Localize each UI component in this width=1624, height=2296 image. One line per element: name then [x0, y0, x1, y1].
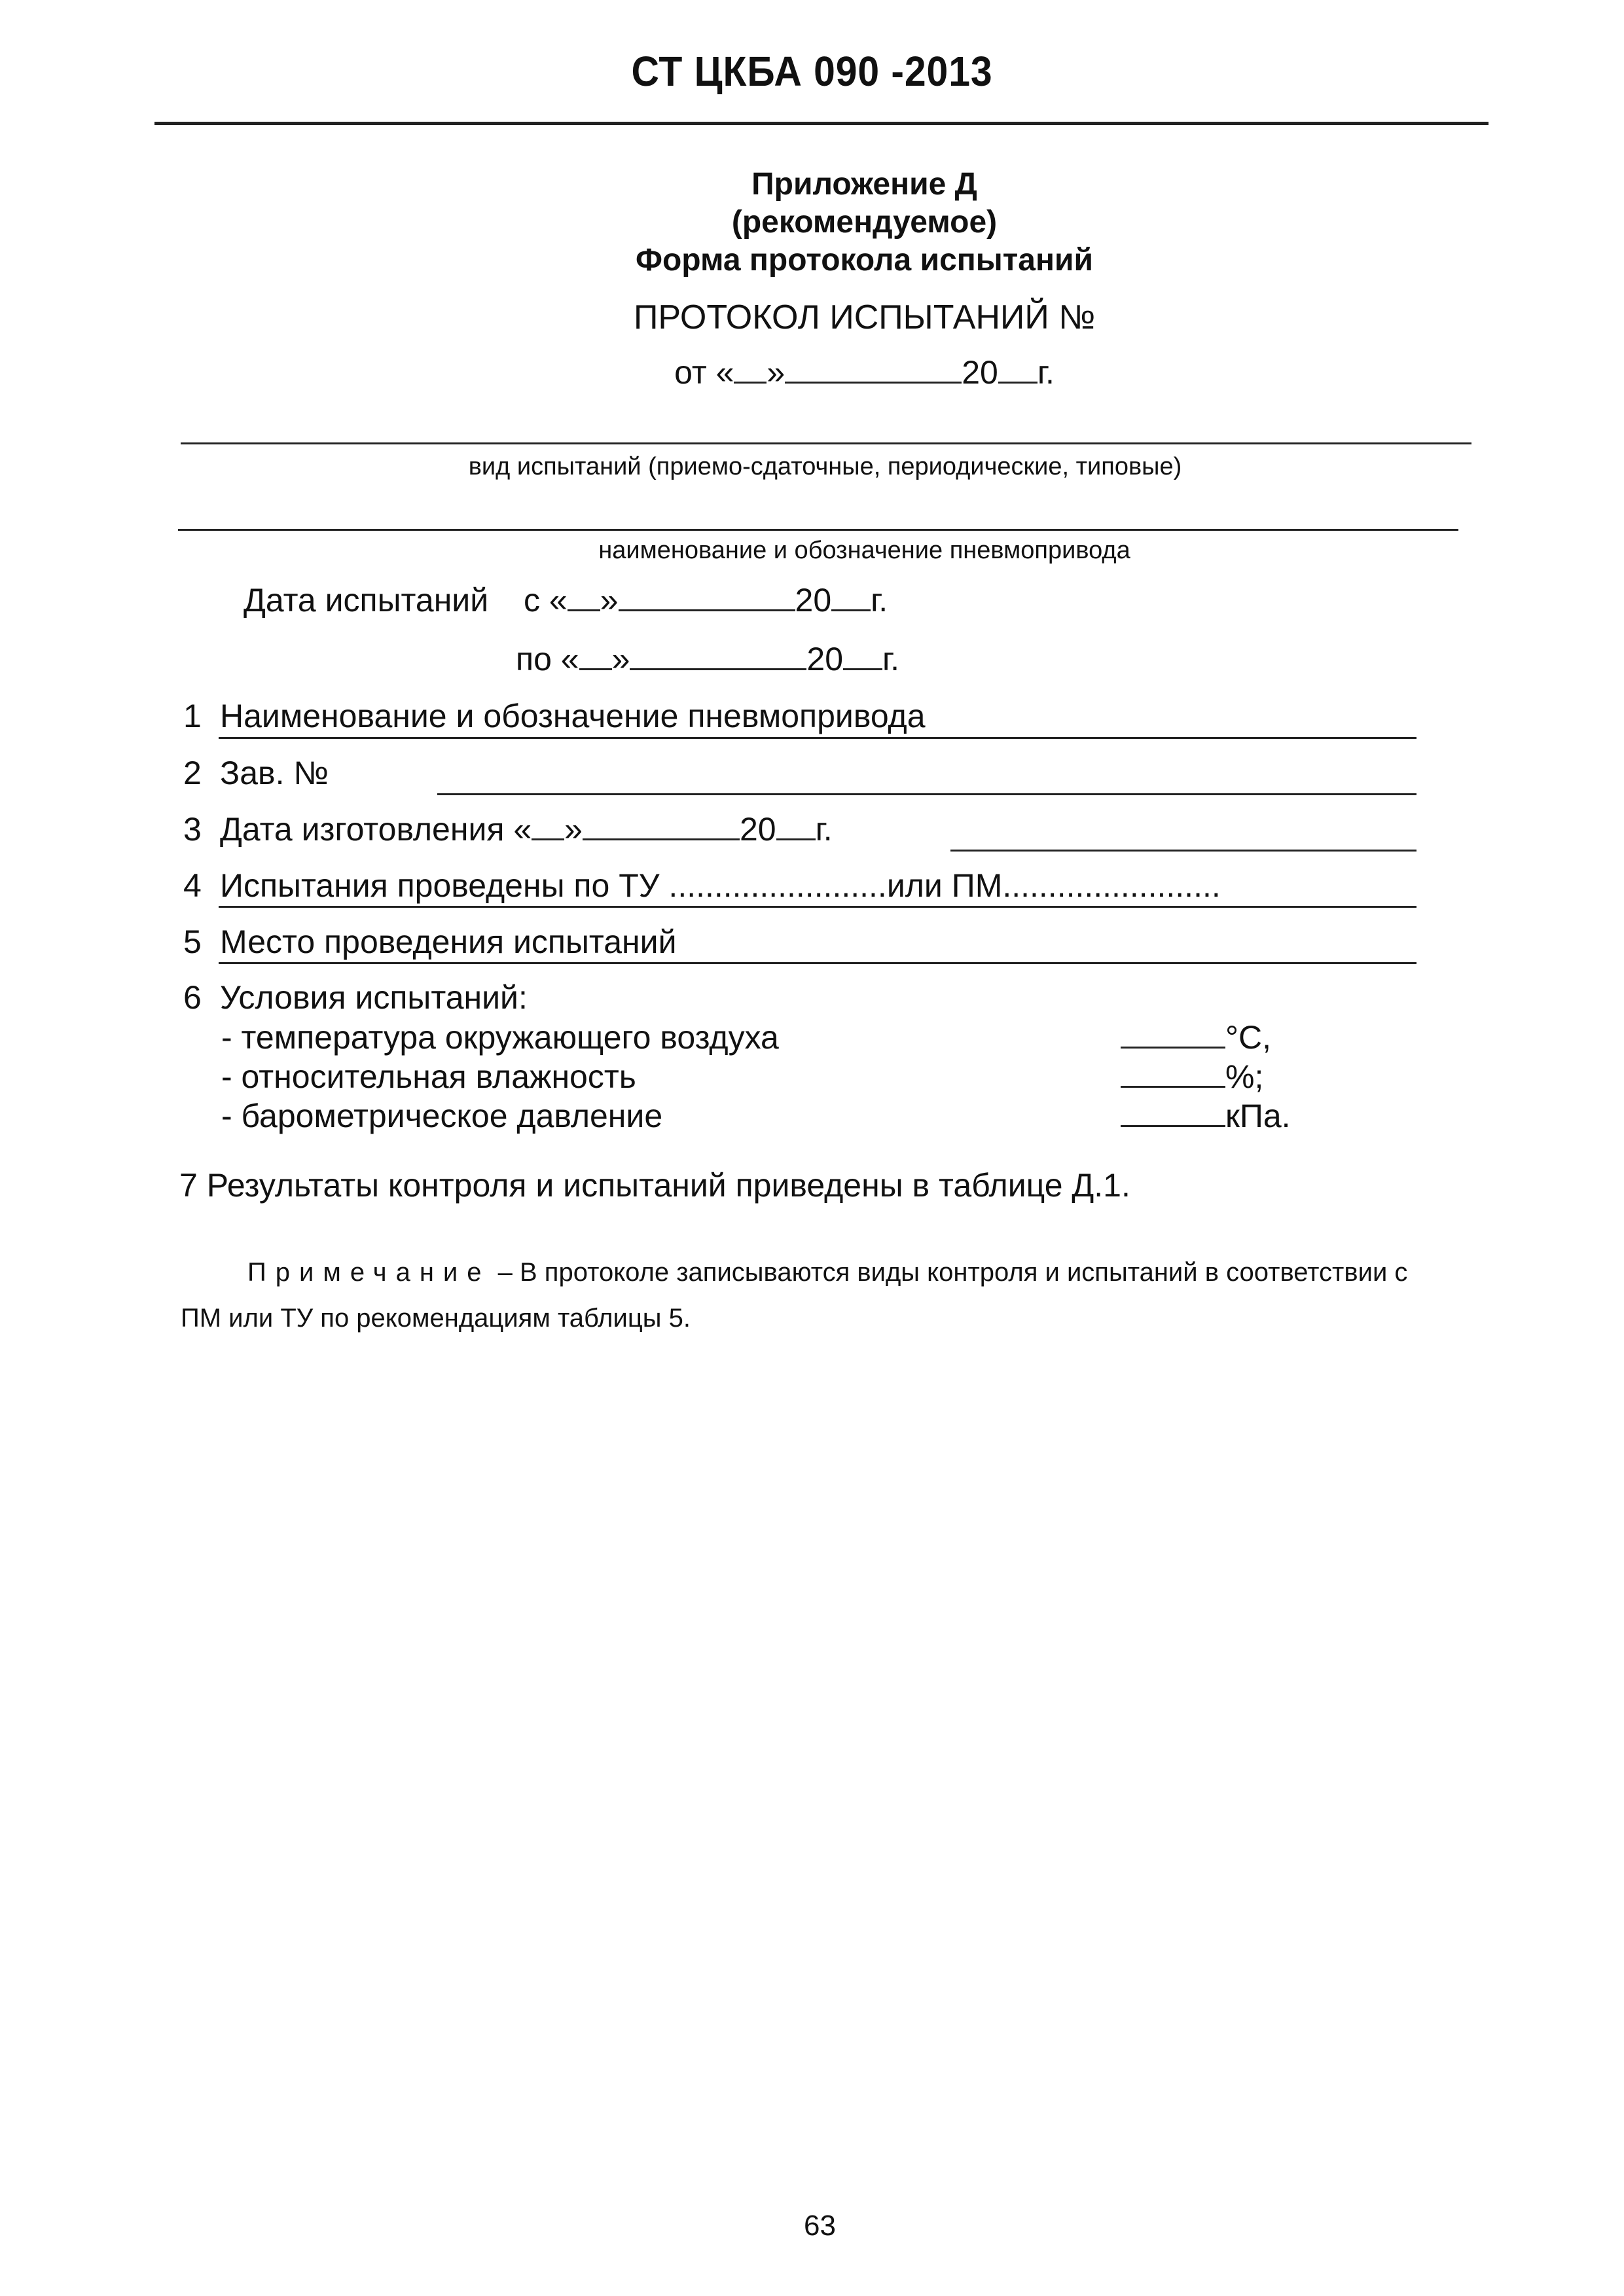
test-type-field[interactable]: [181, 442, 1471, 444]
manufacture-suffix: г.: [815, 811, 833, 848]
item-2-label: Зав. №: [220, 755, 329, 791]
from-suffix: г.: [871, 582, 888, 619]
from-day-field[interactable]: [568, 583, 600, 611]
item-4-label: [220, 867, 1221, 905]
note-label: Примечание: [247, 1258, 491, 1287]
note-dash: –: [490, 1258, 520, 1287]
spec-pm-label: или ПМ: [886, 867, 1003, 904]
actuator-name-caption: наименование и обозначение пневмопривода: [598, 537, 1130, 564]
temperature-value: [1121, 1018, 1271, 1056]
item-6-number: 6: [183, 979, 202, 1016]
temperature-field[interactable]: [1121, 1020, 1225, 1049]
to-month-field[interactable]: [630, 642, 806, 670]
from-month-field[interactable]: [619, 583, 795, 611]
item-1-label: Наименование и обозначение пневмопривода: [220, 698, 926, 734]
item-2-number: 2: [183, 755, 202, 791]
condition-pressure: - барометрическое давление: [221, 1098, 663, 1134]
date-mid: »: [767, 354, 785, 391]
to-suffix: г.: [882, 641, 900, 677]
manufacture-day-field[interactable]: [532, 812, 564, 840]
from-year: 20: [795, 582, 832, 619]
to-year-field[interactable]: [843, 642, 882, 670]
from-prefix: с «: [524, 582, 568, 619]
date-prefix: от «: [674, 354, 734, 391]
date-year: 20: [962, 354, 998, 391]
test-date-from: [524, 581, 888, 619]
temperature-unit: °С,: [1225, 1019, 1271, 1056]
date-suffix: г.: [1037, 354, 1055, 391]
item-5-field[interactable]: [219, 962, 1416, 964]
humidity-unit: %;: [1225, 1058, 1264, 1095]
condition-temperature: - температура окружающего воздуха: [221, 1019, 779, 1056]
note-line-1: [247, 1249, 1407, 1296]
to-prefix: по «: [516, 641, 579, 677]
note-line-2: ПМ или ТУ по рекомендациям таблицы 5.: [181, 1304, 691, 1333]
pressure-value: [1121, 1097, 1291, 1135]
test-type-caption: вид испытаний (приемо-сдаточные, периодические, типовые): [468, 453, 1182, 480]
item-2-field[interactable]: [437, 793, 1416, 795]
item-5-label: Место проведения испытаний: [220, 924, 677, 960]
item-4-number: 4: [183, 867, 202, 904]
appendix-title: Приложение Д: [751, 167, 977, 202]
to-day-field[interactable]: [579, 642, 612, 670]
item-6-label: Условия испытаний:: [220, 979, 528, 1016]
appendix-subtitle: Форма протокола испытаний: [636, 243, 1093, 278]
item-7-text: 7 Результаты контроля и испытаний приведены в таблице Д.1.: [179, 1167, 1130, 1204]
appendix-status: (рекомендуемое): [731, 205, 998, 240]
to-year: 20: [806, 641, 844, 677]
item-4-underline: [219, 906, 1416, 908]
manufacture-month-field[interactable]: [583, 812, 740, 840]
condition-humidity: - относительная влажность: [221, 1058, 636, 1095]
pressure-field[interactable]: [1121, 1099, 1225, 1127]
manufacture-year: 20: [739, 811, 776, 848]
day-field[interactable]: [734, 355, 767, 384]
item-3-label: [220, 810, 833, 848]
from-quote: »: [600, 582, 619, 619]
document-code: СТ ЦКБА 090 -2013: [631, 48, 993, 95]
protocol-date: [52, 353, 1624, 391]
to-quote: »: [611, 641, 630, 677]
manufacture-year-field[interactable]: [776, 812, 816, 840]
header-divider: [154, 122, 1489, 125]
year-field[interactable]: [998, 355, 1038, 384]
protocol-title: ПРОТОКОЛ ИСПЫТАНИЙ №: [634, 298, 1095, 336]
page-number: 63: [804, 2210, 836, 2242]
month-field[interactable]: [785, 355, 962, 384]
from-year-field[interactable]: [831, 583, 871, 611]
spec-tu-label: Испытания проведены по ТУ: [220, 867, 660, 904]
humidity-field[interactable]: [1121, 1060, 1225, 1088]
item-3-extra-field[interactable]: [950, 850, 1416, 852]
item-3-number: 3: [183, 811, 202, 848]
spec-pm-field[interactable]: ........................: [1002, 867, 1221, 904]
manufacture-date-label: Дата изготовления «: [220, 811, 532, 848]
humidity-value: [1121, 1058, 1263, 1096]
test-dates-label: Дата испытаний: [244, 582, 489, 619]
item-5-number: 5: [183, 924, 202, 960]
spec-tu-field[interactable]: ........................: [668, 867, 887, 904]
pressure-unit: кПа.: [1225, 1098, 1291, 1134]
note-text-1: В протоколе записываются виды контроля и испытаний в соответствии с: [520, 1258, 1408, 1287]
manufacture-quote: »: [564, 811, 583, 848]
test-date-to: [516, 640, 899, 678]
item-1-field[interactable]: [219, 737, 1416, 739]
item-1-number: 1: [183, 698, 202, 734]
actuator-name-field[interactable]: [178, 529, 1458, 531]
